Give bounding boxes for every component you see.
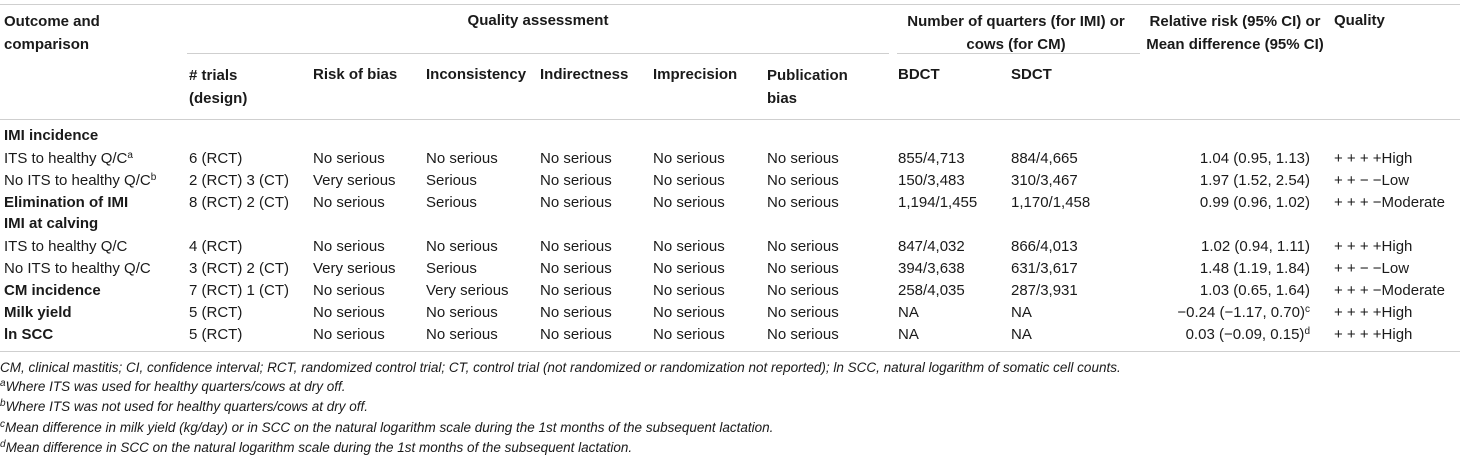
cell-risk-of-bias: No serious xyxy=(313,194,385,211)
cell-indirectness: No serious xyxy=(540,150,612,167)
cell-outcome xyxy=(4,170,156,192)
cell-outcome xyxy=(4,302,72,324)
cell-trials: 4 (RCT) xyxy=(189,238,243,255)
header-bottom-rule xyxy=(0,119,1460,120)
cell-outcome xyxy=(4,236,127,258)
cell-quality: + + + +High xyxy=(1334,326,1413,343)
cell-risk-of-bias: No serious xyxy=(313,150,385,167)
cell-outcome-text: ITS to healthy Q/C xyxy=(4,238,128,255)
cell-trials: 8 (RCT) 2 (CT) xyxy=(189,194,289,211)
footnote-marker: a xyxy=(127,150,133,161)
cell-publication-bias: No serious xyxy=(767,282,839,299)
cell-quality: + + − −Low xyxy=(1334,260,1410,277)
cell-quality: + + − −Low xyxy=(1334,172,1410,189)
cell-relative-risk-text: 1.03 (0.65, 1.64) xyxy=(1199,282,1310,299)
cell-risk-of-bias: No serious xyxy=(313,326,385,343)
cell-indirectness: No serious xyxy=(540,238,612,255)
header-rule-number xyxy=(897,53,1140,54)
cell-trials: 5 (RCT) xyxy=(189,326,243,343)
cell-publication-bias: No serious xyxy=(767,238,839,255)
cell-sdct: 631/3,617 xyxy=(1011,260,1078,277)
cell-outcome xyxy=(4,148,133,170)
cell-outcome xyxy=(4,280,101,302)
cell-risk-of-bias: No serious xyxy=(313,304,385,321)
footnote-b-text: Where ITS was not used for healthy quarters/cows at dry off. xyxy=(5,399,368,414)
section-imi-incidence: IMI incidence xyxy=(4,127,99,144)
cell-bdct: NA xyxy=(898,304,919,321)
cell-publication-bias: No serious xyxy=(767,172,839,189)
cell-indirectness: No serious xyxy=(540,260,612,277)
footnote-c-marker: c xyxy=(0,419,5,430)
cell-trials: 7 (RCT) 1 (CT) xyxy=(189,282,289,299)
cell-imprecision: No serious xyxy=(653,194,725,211)
cell-bdct: 847/4,032 xyxy=(898,238,965,255)
cell-publication-bias: No serious xyxy=(767,194,839,211)
cell-relative-risk xyxy=(1130,302,1310,324)
cell-outcome-text: CM incidence xyxy=(4,282,101,299)
cell-trials: 2 (RCT) 3 (CT) xyxy=(189,172,289,189)
cell-relative-risk-text: 0.03 (−0.09, 0.15) xyxy=(1185,326,1305,343)
cell-risk-of-bias: No serious xyxy=(313,282,385,299)
cell-sdct: 287/3,931 xyxy=(1011,282,1078,299)
cell-publication-bias: No serious xyxy=(767,260,839,277)
cell-imprecision: No serious xyxy=(653,172,725,189)
cell-imprecision: No serious xyxy=(653,326,725,343)
cell-bdct: 258/4,035 xyxy=(898,282,965,299)
footnote-d-marker: d xyxy=(0,439,6,450)
cell-relative-risk xyxy=(1130,236,1310,258)
cell-inconsistency: Serious xyxy=(426,172,477,189)
cell-sdct: 866/4,013 xyxy=(1011,238,1078,255)
cell-inconsistency: Very serious xyxy=(426,282,509,299)
cell-imprecision: No serious xyxy=(653,238,725,255)
cell-relative-risk xyxy=(1130,324,1310,346)
cell-relative-risk-text: 1.02 (0.94, 1.11) xyxy=(1201,238,1310,255)
cell-outcome xyxy=(4,258,151,280)
cell-bdct: NA xyxy=(898,326,919,343)
cell-inconsistency: No serious xyxy=(426,150,498,167)
cell-bdct: 855/4,713 xyxy=(898,150,965,167)
cell-sdct: 310/3,467 xyxy=(1011,172,1078,189)
cell-indirectness: No serious xyxy=(540,172,612,189)
cell-indirectness: No serious xyxy=(540,326,612,343)
cell-quality: + + + +High xyxy=(1334,150,1413,167)
cell-outcome-text: Milk yield xyxy=(4,304,72,321)
cell-indirectness: No serious xyxy=(540,282,612,299)
header-relative-risk: Relative risk (95% CI) or Mean difference (95% CI) xyxy=(1146,13,1324,53)
cell-inconsistency: Serious xyxy=(426,194,477,211)
cell-sdct: 1,170/1,458 xyxy=(1011,194,1091,211)
cell-imprecision: No serious xyxy=(653,304,725,321)
footnote-d xyxy=(0,438,632,458)
cell-relative-risk xyxy=(1130,258,1310,280)
cell-sdct: NA xyxy=(1011,304,1032,321)
cell-outcome xyxy=(4,192,128,214)
footnote-a-marker: a xyxy=(0,378,6,389)
table-bottom-rule xyxy=(0,351,1460,352)
cell-inconsistency: No serious xyxy=(426,326,498,343)
cell-quality: + + + +High xyxy=(1334,238,1413,255)
cell-relative-risk xyxy=(1130,170,1310,192)
header-publication-bias: Publication bias xyxy=(767,67,848,107)
cell-quality: + + + +High xyxy=(1334,304,1413,321)
header-outcome: Outcome and comparison xyxy=(4,13,100,53)
cell-relative-risk xyxy=(1130,280,1310,302)
cell-inconsistency: Serious xyxy=(426,260,477,277)
cell-trials: 5 (RCT) xyxy=(189,304,243,321)
cell-trials: 6 (RCT) xyxy=(189,150,243,167)
header-sdct: SDCT xyxy=(1011,66,1052,83)
cell-outcome-text: ITS to healthy Q/C xyxy=(4,150,128,167)
cell-relative-risk xyxy=(1130,148,1310,170)
header-risk-of-bias: Risk of bias xyxy=(313,66,398,83)
footnote-marker: d xyxy=(1304,326,1310,337)
cell-trials: 3 (RCT) 2 (CT) xyxy=(189,260,289,277)
cell-sdct: 884/4,665 xyxy=(1011,150,1078,167)
cell-imprecision: No serious xyxy=(653,150,725,167)
cell-outcome xyxy=(4,324,53,346)
cell-bdct: 1,194/1,455 xyxy=(898,194,978,211)
cell-sdct: NA xyxy=(1011,326,1032,343)
header-quality-assessment: Quality assessment xyxy=(467,12,609,29)
cell-bdct: 394/3,638 xyxy=(898,260,965,277)
header-imprecision: Imprecision xyxy=(653,66,738,83)
cell-bdct: 150/3,483 xyxy=(898,172,965,189)
cell-risk-of-bias: Very serious xyxy=(313,260,396,277)
cell-relative-risk-text: 1.97 (1.52, 2.54) xyxy=(1199,172,1310,189)
cell-risk-of-bias: No serious xyxy=(313,238,385,255)
cell-relative-risk-text: 1.48 (1.19, 1.84) xyxy=(1199,260,1310,277)
cell-inconsistency: No serious xyxy=(426,304,498,321)
cell-relative-risk-text: −0.24 (−1.17, 0.70) xyxy=(1177,304,1305,321)
cell-inconsistency: No serious xyxy=(426,238,498,255)
cell-risk-of-bias: Very serious xyxy=(313,172,396,189)
cell-publication-bias: No serious xyxy=(767,150,839,167)
footnote-a xyxy=(0,377,345,397)
header-quality: Quality xyxy=(1334,12,1385,29)
footnote-c xyxy=(0,418,773,438)
header-inconsistency: Inconsistency xyxy=(426,66,527,83)
cell-quality: + + + −Moderate xyxy=(1334,194,1445,211)
header-bdct: BDCT xyxy=(898,66,940,83)
header-rule-quality xyxy=(187,53,889,54)
footnote-marker: b xyxy=(150,172,157,183)
footnote-b-marker: b xyxy=(0,398,6,409)
cell-relative-risk xyxy=(1130,192,1310,214)
cell-relative-risk-text: 1.04 (0.95, 1.13) xyxy=(1199,150,1310,167)
cell-outcome-text: No ITS to healthy Q/C xyxy=(4,260,151,277)
header-indirectness: Indirectness xyxy=(540,66,629,83)
cell-publication-bias: No serious xyxy=(767,326,839,343)
cell-imprecision: No serious xyxy=(653,282,725,299)
cell-outcome-text: Elimination of IMI xyxy=(4,194,129,211)
footnote-a-text: Where ITS was used for healthy quarters/cows at dry off. xyxy=(5,379,346,394)
cell-relative-risk-text: 0.99 (0.96, 1.02) xyxy=(1199,194,1310,211)
footnote-abbreviations: CM, clinical mastitis; CI, confidence interval; RCT, randomized control trial; CT, control trial (not randomized or randomization not reported); ln SCC, natural logarithm of somatic cell counts. xyxy=(0,360,1121,375)
footnote-b xyxy=(0,397,368,417)
cell-outcome-text: No ITS to healthy Q/C xyxy=(4,172,151,189)
table-top-rule xyxy=(0,4,1460,5)
header-number: Number of quarters (for IMI) or cows (for CM) xyxy=(907,13,1125,53)
section-imi-at-calving: IMI at calving xyxy=(4,215,99,232)
header-trials: # trials (design) xyxy=(189,67,248,107)
footnote-c-text: Mean difference in milk yield (kg/day) or in SCC on the natural logarithm scale during the 1st months of the subsequent lactation. xyxy=(5,420,774,435)
cell-publication-bias: No serious xyxy=(767,304,839,321)
footnote-marker: c xyxy=(1305,304,1310,315)
cell-quality: + + + −Moderate xyxy=(1334,282,1445,299)
cell-imprecision: No serious xyxy=(653,260,725,277)
cell-indirectness: No serious xyxy=(540,304,612,321)
cell-outcome-text: ln SCC xyxy=(4,326,54,343)
footnote-d-text: Mean difference in SCC on the natural logarithm scale during the 1st months of the subsequent lactation. xyxy=(5,440,633,455)
cell-indirectness: No serious xyxy=(540,194,612,211)
